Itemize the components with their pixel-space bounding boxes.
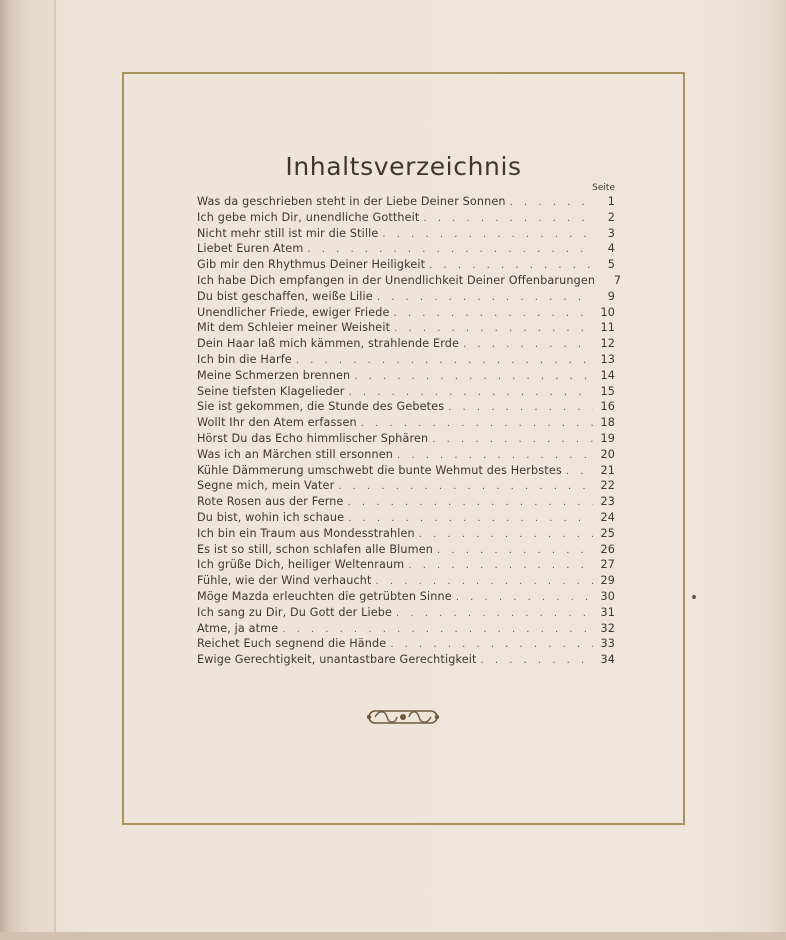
toc-entry-page: 19: [600, 431, 615, 445]
toc-entry-page: 33: [600, 637, 615, 651]
toc-entry-page: 5: [607, 258, 615, 272]
page-title: Inhaltsverzeichnis: [285, 152, 522, 181]
toc-entry: [197, 337, 615, 353]
toc-leader-dots: [357, 418, 593, 429]
toc-entry-page: 13: [600, 352, 615, 366]
toc-entry-title: Nicht mehr still ist mir die Stille: [197, 226, 379, 240]
toc-entry-page: 18: [600, 416, 615, 430]
toc-leader-dots: [425, 260, 593, 271]
toc-entry-title: Ich grüße Dich, heiliger Weltenraum: [197, 558, 405, 572]
toc-entry-title: Fühle, wie der Wind verhaucht: [197, 574, 372, 588]
toc-entry-title: Ich habe Dich empfangen in der Unendlichkeit Deiner Offenbarungen: [197, 273, 596, 287]
toc-entry-title: Möge Mazda erleuchten die getrübten Sinne: [197, 589, 452, 603]
toc-entry-page: 15: [600, 384, 615, 398]
toc-entry-title: Gib mir den Rhythmus Deiner Heiligkeit: [197, 258, 426, 272]
toc-entry: [197, 416, 615, 432]
toc-entry: [197, 242, 615, 258]
toc-leader-dots: [433, 545, 593, 556]
toc-entry: [197, 558, 615, 574]
toc-entry-title: Du bist, wohin ich schaue: [197, 510, 345, 524]
toc-entry-title: Kühle Dämmerung umschwebt die bunte Wehmut des Herbstes: [197, 463, 562, 477]
book-spine: [0, 0, 56, 940]
toc-entry-page: 21: [600, 463, 615, 477]
toc-leader-dots: [303, 244, 593, 255]
toc-entry: [197, 258, 615, 274]
toc-entry: [197, 385, 615, 401]
toc-entry-title: Segne mich, mein Vater: [197, 479, 335, 493]
toc-entry-title: Wollt Ihr den Atem erfassen: [197, 416, 357, 430]
toc-entry: [197, 321, 615, 337]
toc-entry: [197, 527, 615, 543]
toc-entry: [197, 353, 615, 369]
toc-entry: [197, 400, 615, 416]
toc-entry: [197, 195, 615, 211]
toc-leader-dots: [344, 497, 593, 508]
toc-leader-dots: [428, 434, 593, 445]
toc-entry-page: 10: [600, 305, 615, 319]
toc-entry-title: Meine Schmerzen brennen: [197, 368, 351, 382]
toc-entry-title: Rote Rosen aus der Ferne: [197, 495, 344, 509]
toc-entry-page: 16: [600, 400, 615, 414]
toc-entry-title: Sie ist gekommen, die Stunde des Gebetes: [197, 400, 445, 414]
toc-entry-page: 23: [600, 495, 615, 509]
toc-entry-title: Du bist geschaffen, weiße Lilie: [197, 289, 373, 303]
toc-leader-dots: [278, 624, 593, 635]
toc-entry-page: 25: [600, 526, 615, 540]
toc-entry-page: 11: [600, 321, 615, 335]
toc-entry-page: 12: [600, 337, 615, 351]
toc-leader-dots: [419, 213, 593, 224]
toc-entry: [197, 448, 615, 464]
scroll-ornament-icon: [365, 706, 441, 728]
toc-leader-dots: [390, 308, 593, 319]
toc-entry: [197, 211, 615, 227]
toc-leader-dots: [459, 339, 593, 350]
toc-leader-dots: [506, 197, 593, 208]
toc-leader-dots: [344, 513, 593, 524]
toc-entry-page: 3: [607, 226, 615, 240]
toc-leader-dots: [372, 576, 593, 587]
toc-entry-title: Ich bin ein Traum aus Mondesstrahlen: [197, 526, 415, 540]
page-bottom-edge: [0, 932, 786, 940]
toc-entry-title: Ewige Gerechtigkeit, unantastbare Gerechtigkeit: [197, 653, 477, 667]
toc-entry: [197, 622, 615, 638]
toc-entry-page: 20: [600, 447, 615, 461]
toc-entry-page: 32: [600, 621, 615, 635]
toc-entry-page: 4: [607, 242, 615, 256]
toc-entry-page: 2: [607, 210, 615, 224]
toc-entry-title: Was da geschrieben steht in der Liebe Deiner Sonnen: [197, 195, 506, 208]
toc-entry-page: 27: [600, 558, 615, 572]
toc-entry: [197, 543, 615, 559]
toc-leader-dots: [562, 466, 593, 477]
toc-entry-page: 31: [600, 605, 615, 619]
page-column-label: Seite: [592, 183, 615, 193]
toc-entry-title: Ich gebe mich Dir, unendliche Gottheit: [197, 210, 420, 224]
toc-entry-title: Liebet Euren Atem: [197, 242, 304, 256]
toc-entry-title: Es ist so still, schon schlafen alle Blumen: [197, 542, 433, 556]
paper-stain: [692, 595, 696, 599]
toc-entry-title: Was ich an Märchen still ersonnen: [197, 447, 393, 461]
toc-leader-dots: [334, 481, 593, 492]
toc-entry-page: 14: [600, 368, 615, 382]
toc-entry-page: 24: [600, 510, 615, 524]
toc-entry-title: Reichet Euch segnend die Hände: [197, 637, 387, 651]
toc-leader-dots: [477, 655, 593, 666]
toc-entry-page: 29: [600, 574, 615, 588]
spine-edge: [54, 0, 56, 940]
toc-entry-page: 22: [600, 479, 615, 493]
toc-leader-dots: [392, 608, 593, 619]
toc-entry: [197, 290, 615, 306]
toc-entry: [197, 432, 615, 448]
toc-entry-page: 9: [607, 289, 615, 303]
toc-leader-dots: [393, 450, 593, 461]
toc-entry: [197, 606, 615, 622]
toc-entry-title: Hörst Du das Echo himmlischer Sphären: [197, 431, 429, 445]
toc-leader-dots: [292, 355, 593, 366]
toc-entry: [197, 590, 615, 606]
toc-leader-dots: [404, 560, 593, 571]
toc-entry-title: Dein Haar laß mich kämmen, strahlende Erde: [197, 337, 460, 351]
toc-entry-title: Seine tiefsten Klagelieder: [197, 384, 345, 398]
toc-entry: [197, 637, 615, 653]
toc-entry: [197, 369, 615, 385]
toc-entry-page: 1: [607, 195, 615, 208]
toc-entry-page: 26: [600, 542, 615, 556]
toc-entry-page: 7: [613, 273, 622, 287]
toc-entry: [197, 479, 615, 495]
toc-leader-dots: [378, 229, 593, 240]
toc-entry: [197, 464, 615, 480]
toc-entry-title: Ich bin die Harfe: [197, 352, 292, 366]
toc-entry: [197, 227, 615, 243]
toc-entry: [197, 653, 615, 669]
toc-entry-title: Mit dem Schleier meiner Weisheit: [197, 321, 391, 335]
toc-entry-title: Atme, ja atme: [197, 621, 279, 635]
toc-entry: [197, 306, 615, 322]
toc-leader-dots: [350, 371, 593, 382]
toc-entry: [197, 495, 615, 511]
table-of-contents: [197, 195, 622, 669]
toc-leader-dots: [345, 387, 593, 398]
toc-entry-title: Unendlicher Friede, ewiger Friede: [197, 305, 390, 319]
toc-leader-dots: [390, 323, 593, 334]
toc-leader-dots: [452, 592, 593, 603]
toc-entry: [197, 273, 622, 290]
toc-leader-dots: [415, 529, 593, 540]
toc-leader-dots: [444, 402, 593, 413]
toc-leader-dots: [386, 639, 593, 650]
toc-entry-page: 30: [600, 589, 615, 603]
toc-leader-dots: [373, 292, 593, 303]
toc-entry: [197, 574, 615, 590]
toc-entry-title: Ich sang zu Dir, Du Gott der Liebe: [197, 605, 393, 619]
toc-entry-page: 34: [600, 653, 615, 667]
toc-entry: [197, 511, 615, 527]
